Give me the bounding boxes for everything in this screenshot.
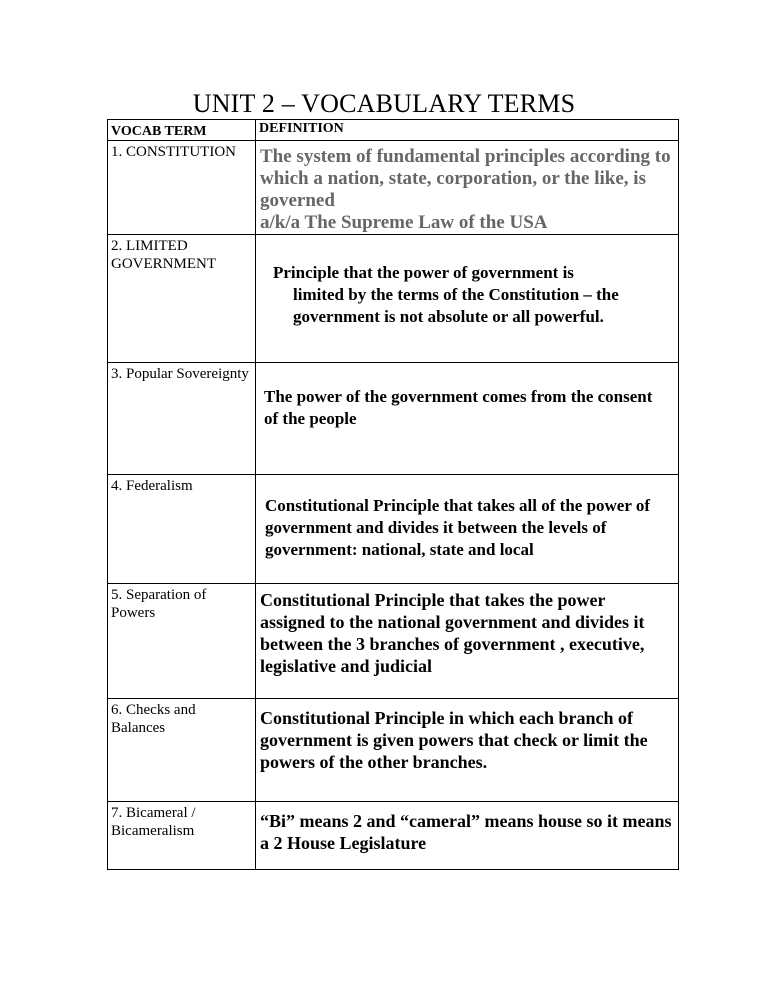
- definition-cell: [256, 475, 679, 584]
- definition-cell: [256, 363, 679, 475]
- term-cell: [108, 141, 256, 235]
- definition-cell: [256, 235, 679, 363]
- definition-checks-and-balances: Constitutional Principle in which each branch of government is given powers that check or limit the powers of the other branches.: [260, 708, 648, 772]
- definition-constitution-aka: a/k/a The Supreme Law of the USA: [260, 212, 548, 233]
- term-separation-of-powers: 5. Separation of Powers: [111, 587, 207, 621]
- definition-cell: [256, 699, 679, 802]
- header-cell-definition: [256, 120, 679, 141]
- term-cell: [108, 363, 256, 475]
- definition-cell: [256, 141, 679, 235]
- header-cell-term: [108, 120, 256, 141]
- header-definition: DEFINITION: [259, 121, 344, 136]
- definition-constitution-main: The system of fundamental principles according to which a nation, state, corporation, or the like, is governed: [260, 146, 671, 211]
- definition-popular-sovereignty: The power of the government comes from the consent of the people: [264, 387, 653, 428]
- vocab-table: [107, 119, 679, 870]
- page-title: UNIT 2 – VOCABULARY TERMS: [192, 89, 576, 118]
- definition-bicameral: “Bi” means 2 and “cameral” means house so it means a 2 House Legislature: [260, 811, 672, 853]
- definition-limited-government: [256, 235, 678, 328]
- table-row: [108, 475, 679, 584]
- term-bicameral: 7. Bicameral / Bicameralism: [111, 805, 196, 839]
- definition-constitution: [256, 141, 678, 234]
- term-popular-sovereignty: 3. Popular Sovereignty: [111, 366, 249, 382]
- table-row: [108, 584, 679, 699]
- definition-federalism: Constitutional Principle that takes all of the power of government and divides it between the levels of government: national, state and local: [265, 496, 651, 559]
- term-constitution: 1. CONSTITUTION: [111, 144, 236, 160]
- term-cell: [108, 235, 256, 363]
- table-row: [108, 235, 679, 363]
- term-cell: [108, 584, 256, 699]
- definition-limited-government-rest: limited by the terms of the Constitution – the government is not absolute or all powerful.: [293, 285, 619, 326]
- definition-limited-government-first-line: Principle that the power of government is: [273, 263, 574, 282]
- table-row: [108, 363, 679, 475]
- term-cell: [108, 475, 256, 584]
- term-checks-and-balances: 6. Checks and Balances: [111, 702, 196, 736]
- table-row: [108, 802, 679, 870]
- table-row: [108, 141, 679, 235]
- definition-separation-of-powers: Constitutional Principle that takes the power assigned to the national government and divides it between the 3 branches of government , executive, legislative and judicial: [260, 590, 645, 676]
- header-vocab-term: VOCAB TERM: [111, 124, 207, 139]
- term-cell: [108, 699, 256, 802]
- table-row: [108, 699, 679, 802]
- definition-cell: [256, 802, 679, 870]
- term-cell: [108, 802, 256, 870]
- term-limited-government: 2. LIMITED GOVERNMENT: [111, 238, 216, 272]
- term-federalism: 4. Federalism: [111, 478, 193, 494]
- definition-cell: [256, 584, 679, 699]
- table-header-row: [108, 120, 679, 141]
